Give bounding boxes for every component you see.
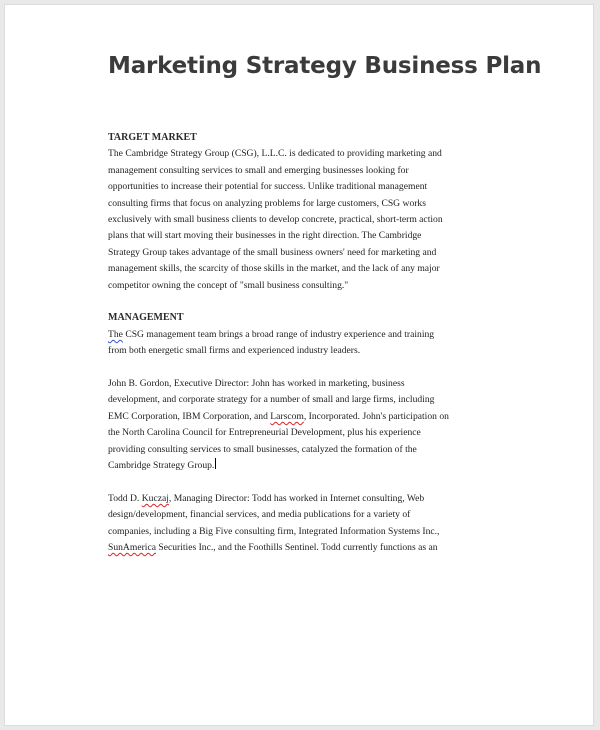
text-line: the North Carolina Council for Entrepreneurial Development, plus his experience — [108, 427, 421, 439]
text-line: The Cambridge Strategy Group (CSG), L.L.C. is dedicated to providing marketing and — [108, 148, 442, 160]
text-line: Todd D. Kuczaj, Managing Director: Todd has worked in Internet consulting, Web — [108, 492, 425, 504]
text-line: The CSG management team brings a broad range of industry experience and training — [108, 328, 435, 340]
spellcheck-flagged-word[interactable]: The — [108, 328, 123, 340]
section-heading: TARGET MARKET — [108, 132, 197, 143]
section-spacer — [108, 294, 486, 310]
text-line: management consulting services to small and emerging businesses looking for — [108, 164, 409, 176]
text-line: Strategy Group takes advantage of the small business owners' need for marketing and — [108, 246, 437, 258]
text-line: competitor owning the concept of "small business consulting." — [108, 279, 349, 291]
text-line: plans that will start moving their businesses in the right direction. The Cambridge — [108, 230, 422, 242]
paragraph — [108, 327, 486, 360]
document-page[interactable] — [4, 4, 594, 726]
document-body[interactable] — [108, 130, 486, 557]
paragraph — [108, 146, 486, 294]
spellcheck-flagged-word[interactable]: Kuczaj — [141, 492, 169, 504]
spellcheck-flagged-word[interactable]: Larscom — [270, 410, 304, 422]
text-line: from both energetic small firms and experienced industry leaders. — [108, 345, 361, 357]
paragraph — [108, 491, 486, 557]
text-line: consulting firms that focus on analyzing problems for large customers, CSG works — [108, 197, 426, 209]
paragraph — [108, 376, 486, 474]
text-line: Cambridge Strategy Group. — [108, 460, 215, 472]
text-line: John B. Gordon, Executive Director: John has worked in marketing, business — [108, 378, 405, 390]
text-cursor — [215, 458, 216, 469]
spellcheck-flagged-word[interactable]: SunAmerica — [108, 542, 156, 554]
text-line: companies, including a Big Five consulting firm, Integrated Information Systems Inc., — [108, 525, 440, 537]
text-line: EMC Corporation, IBM Corporation, and Larscom, Incorporated. John's participation on — [108, 410, 449, 422]
text-line: SunAmerica Securities Inc., and the Foothills Sentinel. Todd currently functions as an — [108, 542, 438, 554]
text-line: providing consulting services to small businesses, catalyzed the formation of the — [108, 443, 417, 455]
text-line: development, and corporate strategy for a number of small and large firms, including — [108, 394, 435, 406]
text-line: management skills, the scarcity of those skills in the market, and the lack of any major — [108, 263, 440, 275]
text-line: opportunities to increase their potential for success. Unlike traditional management — [108, 181, 428, 193]
paragraph-spacer — [108, 360, 486, 376]
text-line: exclusively with small business clients to develop concrete, practical, short-term action — [108, 214, 443, 226]
text-line: design/development, financial services, and media publications for a variety of — [108, 509, 411, 521]
paragraph-spacer — [108, 475, 486, 491]
document-title: Marketing Strategy Business Plan — [108, 53, 542, 79]
section-heading: MANAGEMENT — [108, 312, 184, 324]
